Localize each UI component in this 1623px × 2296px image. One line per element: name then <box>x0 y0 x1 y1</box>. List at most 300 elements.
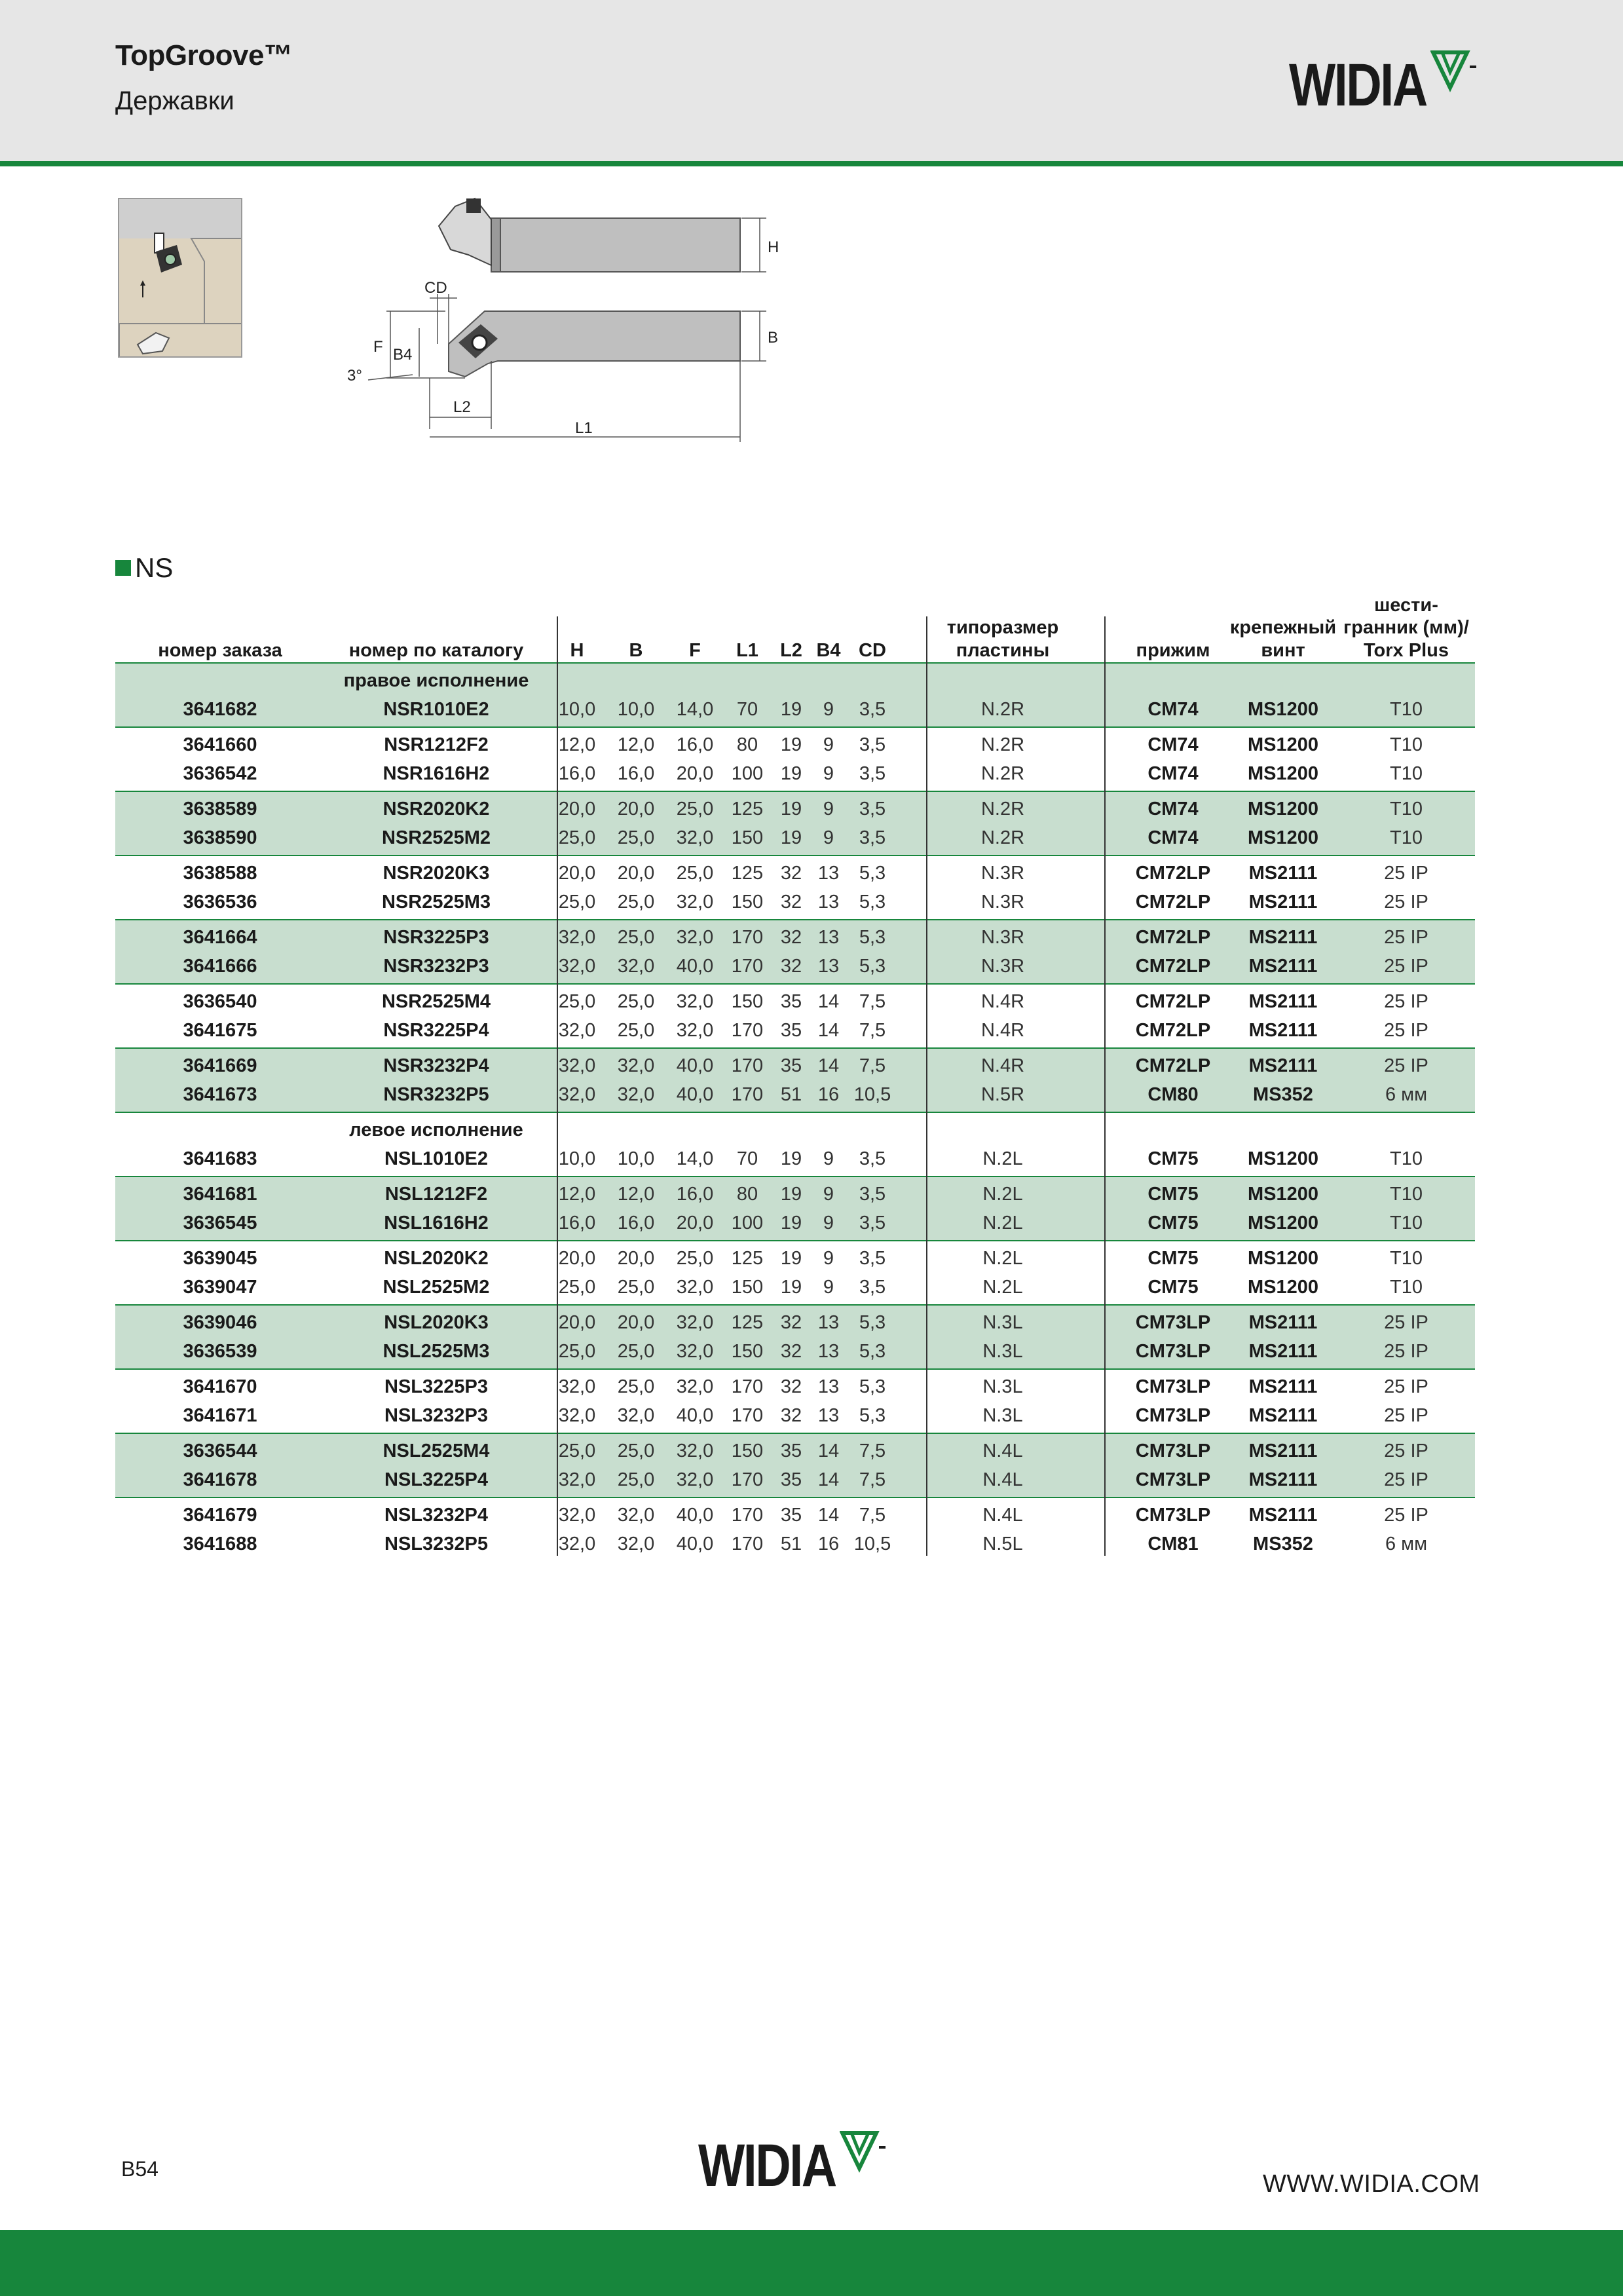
f-value: 20,0 <box>676 1213 714 1233</box>
l2-value: 35 <box>780 1440 802 1461</box>
h-value: 25,0 <box>558 991 596 1012</box>
key: T10 <box>1390 699 1423 720</box>
screw: MS2111 <box>1248 1505 1318 1526</box>
th-b4: B4 <box>816 640 841 662</box>
table-row <box>115 1016 1475 1045</box>
b4-value: 13 <box>817 892 840 913</box>
table-block <box>115 856 1475 920</box>
page-subtitle: Державки <box>115 86 234 115</box>
label-b: B <box>768 329 779 347</box>
screw: MS1200 <box>1247 1277 1318 1298</box>
clamp: CM81 <box>1147 1534 1199 1554</box>
b4-value: 13 <box>817 1376 840 1397</box>
b-value: 25,0 <box>617 1440 655 1461</box>
cd-value: 10,5 <box>853 1084 891 1105</box>
label-b4: B4 <box>393 346 413 364</box>
b4-value: 14 <box>817 1440 840 1461</box>
catalog-number: NSL3232P5 <box>384 1534 488 1554</box>
order-number: 3641666 <box>183 956 257 977</box>
insert-size: N.4R <box>980 1020 1025 1041</box>
h-value: 32,0 <box>558 1020 596 1041</box>
b4-value: 14 <box>817 991 840 1012</box>
l2-value: 19 <box>780 827 802 848</box>
order-number: 3641688 <box>183 1534 257 1554</box>
l2-value: 35 <box>780 991 802 1012</box>
h-value: 32,0 <box>558 1469 596 1490</box>
catalog-number: NSR3232P3 <box>383 956 489 977</box>
b4-value: 9 <box>823 734 834 755</box>
cd-value: 3,5 <box>859 1184 886 1205</box>
f-value: 14,0 <box>676 699 714 720</box>
column-divider <box>1104 616 1106 1556</box>
b4-value: 13 <box>817 1341 840 1362</box>
catalog-number: NSL1212F2 <box>384 1184 488 1205</box>
insert-size: N.2L <box>982 1213 1023 1233</box>
table-row <box>115 1209 1475 1237</box>
cd-value: 7,5 <box>859 1440 886 1461</box>
l1-value: 150 <box>731 991 764 1012</box>
insert-size: N.2R <box>980 827 1025 848</box>
table-block <box>115 728 1475 792</box>
order-number: 3636542 <box>183 763 257 784</box>
insert-size: N.3L <box>982 1405 1023 1426</box>
table-row <box>115 1401 1475 1430</box>
order-number: 3636545 <box>183 1213 257 1233</box>
l1-value: 170 <box>731 927 764 948</box>
key: T10 <box>1390 1277 1423 1298</box>
order-number: 3641673 <box>183 1084 257 1105</box>
h-value: 20,0 <box>558 1248 596 1269</box>
table-row <box>115 923 1475 952</box>
l2-value: 32 <box>780 1312 802 1333</box>
order-number: 3636540 <box>183 991 257 1012</box>
l1-value: 150 <box>731 827 764 848</box>
l2-value: 35 <box>780 1505 802 1526</box>
h-value: 32,0 <box>558 1505 596 1526</box>
key: T10 <box>1390 1213 1423 1233</box>
h-value: 20,0 <box>558 863 596 884</box>
insert-size: N.2R <box>980 734 1025 755</box>
cd-value: 7,5 <box>859 1505 886 1526</box>
order-number: 3641679 <box>183 1505 257 1526</box>
cd-value: 7,5 <box>859 991 886 1012</box>
order-number: 3639047 <box>183 1277 257 1298</box>
l1-value: 150 <box>731 1440 764 1461</box>
order-number: 3638589 <box>183 799 257 819</box>
l1-value: 80 <box>736 1184 758 1205</box>
order-number: 3638588 <box>183 863 257 884</box>
clamp: CM73LP <box>1135 1405 1211 1426</box>
b-value: 25,0 <box>617 892 655 913</box>
b-value: 20,0 <box>617 863 655 884</box>
insert-size: N.3R <box>980 927 1025 948</box>
cd-value: 5,3 <box>859 892 886 913</box>
h-value: 32,0 <box>558 956 596 977</box>
screw: MS1200 <box>1247 734 1318 755</box>
f-value: 25,0 <box>676 1248 714 1269</box>
key: T10 <box>1390 1184 1423 1205</box>
page-title: TopGroove™ <box>115 39 293 71</box>
key: 25 IP <box>1384 863 1428 884</box>
cd-value: 7,5 <box>859 1469 886 1490</box>
b-value: 25,0 <box>617 1020 655 1041</box>
f-value: 32,0 <box>676 1277 714 1298</box>
th-insert-line1: типоразмер <box>946 617 1059 639</box>
order-number: 3638590 <box>183 827 257 848</box>
table-block <box>115 1434 1475 1498</box>
insert-size: N.5L <box>982 1534 1023 1554</box>
clamp: CM73LP <box>1135 1341 1211 1362</box>
table-row <box>115 795 1475 823</box>
screw: MS2111 <box>1248 927 1318 948</box>
th-screw-line2: винт <box>1261 640 1305 662</box>
catalog-number: NSR3232P5 <box>383 1084 489 1105</box>
b4-value: 14 <box>817 1055 840 1076</box>
clamp: CM73LP <box>1135 1312 1211 1333</box>
order-number: 3641678 <box>183 1469 257 1490</box>
order-number: 3641675 <box>183 1020 257 1041</box>
b-value: 10,0 <box>617 699 655 720</box>
catalog-number: NSR2525M2 <box>381 827 491 848</box>
table-row <box>115 1273 1475 1302</box>
cd-value: 3,5 <box>859 1277 886 1298</box>
catalog-number: NSL2525M3 <box>382 1341 490 1362</box>
table-body <box>115 662 1475 1561</box>
b-value: 16,0 <box>617 763 655 784</box>
th-insert-line2: пластины <box>956 640 1050 662</box>
f-value: 32,0 <box>676 1376 714 1397</box>
page-header <box>0 0 1623 161</box>
b-value: 20,0 <box>617 1312 655 1333</box>
screw: MS2111 <box>1248 863 1318 884</box>
page-number: B54 <box>121 2157 159 2181</box>
f-value: 25,0 <box>676 799 714 819</box>
key: 25 IP <box>1384 1440 1428 1461</box>
cd-value: 5,3 <box>859 1312 886 1333</box>
table-row <box>115 1244 1475 1273</box>
h-value: 25,0 <box>558 892 596 913</box>
b4-value: 13 <box>817 1405 840 1426</box>
b4-value: 14 <box>817 1469 840 1490</box>
cd-value: 5,3 <box>859 1341 886 1362</box>
th-cd: CD <box>859 640 886 662</box>
th-catalog: номер по каталогу <box>348 640 524 662</box>
screw: MS2111 <box>1248 956 1318 977</box>
h-value: 25,0 <box>558 827 596 848</box>
th-insert <box>927 616 1078 662</box>
l2-value: 19 <box>780 734 802 755</box>
insert-size: N.2R <box>980 799 1025 819</box>
header-rule <box>0 161 1623 166</box>
l2-value: 32 <box>780 1376 802 1397</box>
table-row <box>115 987 1475 1016</box>
footer-logo-text: WIDIA <box>698 2132 836 2199</box>
b4-value: 13 <box>817 863 840 884</box>
screw: MS1200 <box>1247 699 1318 720</box>
l2-value: 32 <box>780 956 802 977</box>
catalog-number: NSL2525M4 <box>382 1440 490 1461</box>
b-value: 10,0 <box>617 1148 655 1169</box>
f-value: 20,0 <box>676 763 714 784</box>
key: 25 IP <box>1384 927 1428 948</box>
screw: MS1200 <box>1247 1148 1318 1169</box>
widia-triangle-icon <box>1430 50 1483 93</box>
cd-value: 5,3 <box>859 1376 886 1397</box>
th-h: H <box>570 640 584 662</box>
catalog-number: NSL3225P4 <box>384 1469 488 1490</box>
catalog-number: NSR1212F2 <box>384 734 489 755</box>
b-value: 25,0 <box>617 1341 655 1362</box>
clamp: CM72LP <box>1135 991 1211 1012</box>
f-value: 40,0 <box>676 1405 714 1426</box>
th-key <box>1337 594 1475 662</box>
f-value: 16,0 <box>676 1184 714 1205</box>
h-value: 20,0 <box>558 1312 596 1333</box>
l1-value: 150 <box>731 1341 764 1362</box>
order-number: 3641682 <box>183 699 257 720</box>
th-l2: L2 <box>780 640 802 662</box>
product-table <box>115 593 1475 1561</box>
l1-value: 125 <box>731 1312 764 1333</box>
clamp: CM74 <box>1147 734 1199 755</box>
h-value: 10,0 <box>558 1148 596 1169</box>
table-header <box>115 593 1475 662</box>
b4-value: 13 <box>817 956 840 977</box>
clamp: CM72LP <box>1135 1055 1211 1076</box>
b-value: 25,0 <box>617 827 655 848</box>
order-number: 3636544 <box>183 1440 257 1461</box>
f-value: 32,0 <box>676 927 714 948</box>
insert-size: N.5R <box>980 1084 1025 1105</box>
clamp: CM75 <box>1147 1148 1199 1169</box>
table-block <box>115 1306 1475 1370</box>
b-value: 16,0 <box>617 1213 655 1233</box>
l1-value: 170 <box>731 1505 764 1526</box>
b-value: 25,0 <box>617 1469 655 1490</box>
key: 6 мм <box>1385 1534 1428 1554</box>
th-l1: L1 <box>736 640 758 662</box>
l1-value: 170 <box>731 1469 764 1490</box>
catalog-number: NSR2020K3 <box>382 863 490 884</box>
catalog-number: NSR1616H2 <box>382 763 490 784</box>
insert-size: N.3R <box>980 892 1025 913</box>
f-value: 40,0 <box>676 1505 714 1526</box>
technical-drawing <box>341 187 799 452</box>
h-value: 32,0 <box>558 1405 596 1426</box>
table-subheader-row <box>115 666 1475 695</box>
cd-value: 3,5 <box>859 699 886 720</box>
key: 25 IP <box>1384 991 1428 1012</box>
f-value: 32,0 <box>676 892 714 913</box>
l1-value: 100 <box>731 763 764 784</box>
screw: MS2111 <box>1248 1020 1318 1041</box>
insert-size: N.4L <box>982 1469 1023 1490</box>
cd-value: 3,5 <box>859 763 886 784</box>
screw: MS2111 <box>1248 1405 1318 1426</box>
b4-value: 9 <box>823 1248 834 1269</box>
website-url: WWW.WIDIA.COM <box>1263 2170 1480 2198</box>
l1-value: 170 <box>731 1084 764 1105</box>
key: T10 <box>1390 734 1423 755</box>
l2-value: 32 <box>780 863 802 884</box>
cd-value: 3,5 <box>859 799 886 819</box>
table-block <box>115 792 1475 856</box>
l2-value: 51 <box>780 1084 802 1105</box>
b-value: 12,0 <box>617 1184 655 1205</box>
footer-bar <box>0 2230 1623 2296</box>
l1-value: 170 <box>731 1405 764 1426</box>
th-clamp: прижим <box>1136 640 1210 662</box>
key: 25 IP <box>1384 1469 1428 1490</box>
b-value: 32,0 <box>617 1405 655 1426</box>
l1-value: 150 <box>731 892 764 913</box>
screw: MS1200 <box>1247 1248 1318 1269</box>
table-block <box>115 1113 1475 1177</box>
h-value: 16,0 <box>558 1213 596 1233</box>
tool-drawing <box>341 187 799 449</box>
b-value: 25,0 <box>617 927 655 948</box>
table-block <box>115 1177 1475 1241</box>
b4-value: 16 <box>817 1084 840 1105</box>
catalog-number: NSL1616H2 <box>384 1213 489 1233</box>
order-number: 3641669 <box>183 1055 257 1076</box>
table-block <box>115 1498 1475 1561</box>
table-row <box>115 1051 1475 1080</box>
l2-value: 32 <box>780 1341 802 1362</box>
b-value: 25,0 <box>617 1376 655 1397</box>
th-order: номер заказа <box>158 640 282 662</box>
h-value: 25,0 <box>558 1341 596 1362</box>
catalog-number: NSR3232P4 <box>383 1055 489 1076</box>
insert-size: N.4L <box>982 1440 1023 1461</box>
b4-value: 9 <box>823 1184 834 1205</box>
logo-text: WIDIA <box>1289 52 1427 119</box>
catalog-number: NSL2020K3 <box>384 1312 489 1333</box>
b-value: 25,0 <box>617 1277 655 1298</box>
b-value: 32,0 <box>617 956 655 977</box>
l1-value: 125 <box>731 863 764 884</box>
h-value: 32,0 <box>558 1376 596 1397</box>
l2-value: 19 <box>780 763 802 784</box>
table-row <box>115 1080 1475 1109</box>
clamp: CM74 <box>1147 699 1199 720</box>
key: 25 IP <box>1384 1505 1428 1526</box>
insert-size: N.3L <box>982 1376 1023 1397</box>
catalog-number: NSL3232P3 <box>384 1405 488 1426</box>
screw: MS2111 <box>1248 991 1318 1012</box>
key: T10 <box>1390 763 1423 784</box>
table-block <box>115 1049 1475 1113</box>
table-row <box>115 1308 1475 1337</box>
insert-size: N.3R <box>980 863 1025 884</box>
cd-value: 7,5 <box>859 1055 886 1076</box>
key: 25 IP <box>1384 1341 1428 1362</box>
b-value: 32,0 <box>617 1505 655 1526</box>
b4-value: 9 <box>823 1148 834 1169</box>
th-b: B <box>629 640 643 662</box>
catalog-number: NSL1010E2 <box>384 1148 488 1169</box>
key: T10 <box>1390 799 1423 819</box>
l2-value: 19 <box>780 699 802 720</box>
l1-value: 100 <box>731 1213 764 1233</box>
table-row <box>115 1337 1475 1366</box>
l1-value: 70 <box>736 699 758 720</box>
table-row <box>115 859 1475 888</box>
order-number: 3641664 <box>183 927 257 948</box>
key: 6 мм <box>1385 1084 1428 1105</box>
clamp: CM80 <box>1147 1084 1199 1105</box>
cd-value: 10,5 <box>853 1534 891 1554</box>
cd-value: 7,5 <box>859 1020 886 1041</box>
table-row <box>115 1530 1475 1558</box>
table-block <box>115 920 1475 985</box>
b-value: 32,0 <box>617 1534 655 1554</box>
variant-label: левое исполнение <box>349 1120 523 1140</box>
table-row <box>115 1465 1475 1494</box>
label-l2: L2 <box>453 398 471 416</box>
order-number: 3641683 <box>183 1148 257 1169</box>
catalog-number: NSR2525M3 <box>381 892 491 913</box>
h-value: 32,0 <box>558 927 596 948</box>
label-3deg: 3° <box>347 367 362 385</box>
b4-value: 14 <box>817 1505 840 1526</box>
clamp: CM75 <box>1147 1248 1199 1269</box>
cd-value: 3,5 <box>859 734 886 755</box>
clamp: CM73LP <box>1135 1469 1211 1490</box>
screw: MS352 <box>1253 1084 1313 1105</box>
catalog-number: NSL2020K2 <box>384 1248 489 1269</box>
b4-value: 16 <box>817 1534 840 1554</box>
cd-value: 5,3 <box>859 956 886 977</box>
label-cd: CD <box>424 279 447 297</box>
l1-value: 125 <box>731 1248 764 1269</box>
b-value: 32,0 <box>617 1084 655 1105</box>
f-value: 40,0 <box>676 956 714 977</box>
clamp: CM74 <box>1147 763 1199 784</box>
key: T10 <box>1390 1148 1423 1169</box>
b4-value: 9 <box>823 799 834 819</box>
f-value: 32,0 <box>676 991 714 1012</box>
h-value: 32,0 <box>558 1084 596 1105</box>
variant-label: правое исполнение <box>343 670 529 691</box>
clamp: CM72LP <box>1135 863 1211 884</box>
key: 25 IP <box>1384 1405 1428 1426</box>
h-value: 32,0 <box>558 1534 596 1554</box>
catalog-number: NSL2525M2 <box>382 1277 490 1298</box>
insert-size: N.2L <box>982 1148 1023 1169</box>
h-value: 10,0 <box>558 699 596 720</box>
clamp: CM72LP <box>1135 1020 1211 1041</box>
order-number: 3639046 <box>183 1312 257 1333</box>
f-value: 32,0 <box>676 827 714 848</box>
screw: MS1200 <box>1247 763 1318 784</box>
clamp: CM73LP <box>1135 1376 1211 1397</box>
l2-value: 19 <box>780 1277 802 1298</box>
screw: MS352 <box>1253 1534 1313 1554</box>
key: 25 IP <box>1384 1376 1428 1397</box>
clamp: CM74 <box>1147 827 1199 848</box>
table-row <box>115 1180 1475 1209</box>
table-row <box>115 1437 1475 1465</box>
cd-value: 3,5 <box>859 1248 886 1269</box>
screw: MS2111 <box>1248 1312 1318 1333</box>
table-row <box>115 759 1475 788</box>
insert-size: N.2R <box>980 763 1025 784</box>
f-value: 14,0 <box>676 1148 714 1169</box>
f-value: 40,0 <box>676 1055 714 1076</box>
f-value: 40,0 <box>676 1534 714 1554</box>
section-square-icon <box>115 560 131 576</box>
